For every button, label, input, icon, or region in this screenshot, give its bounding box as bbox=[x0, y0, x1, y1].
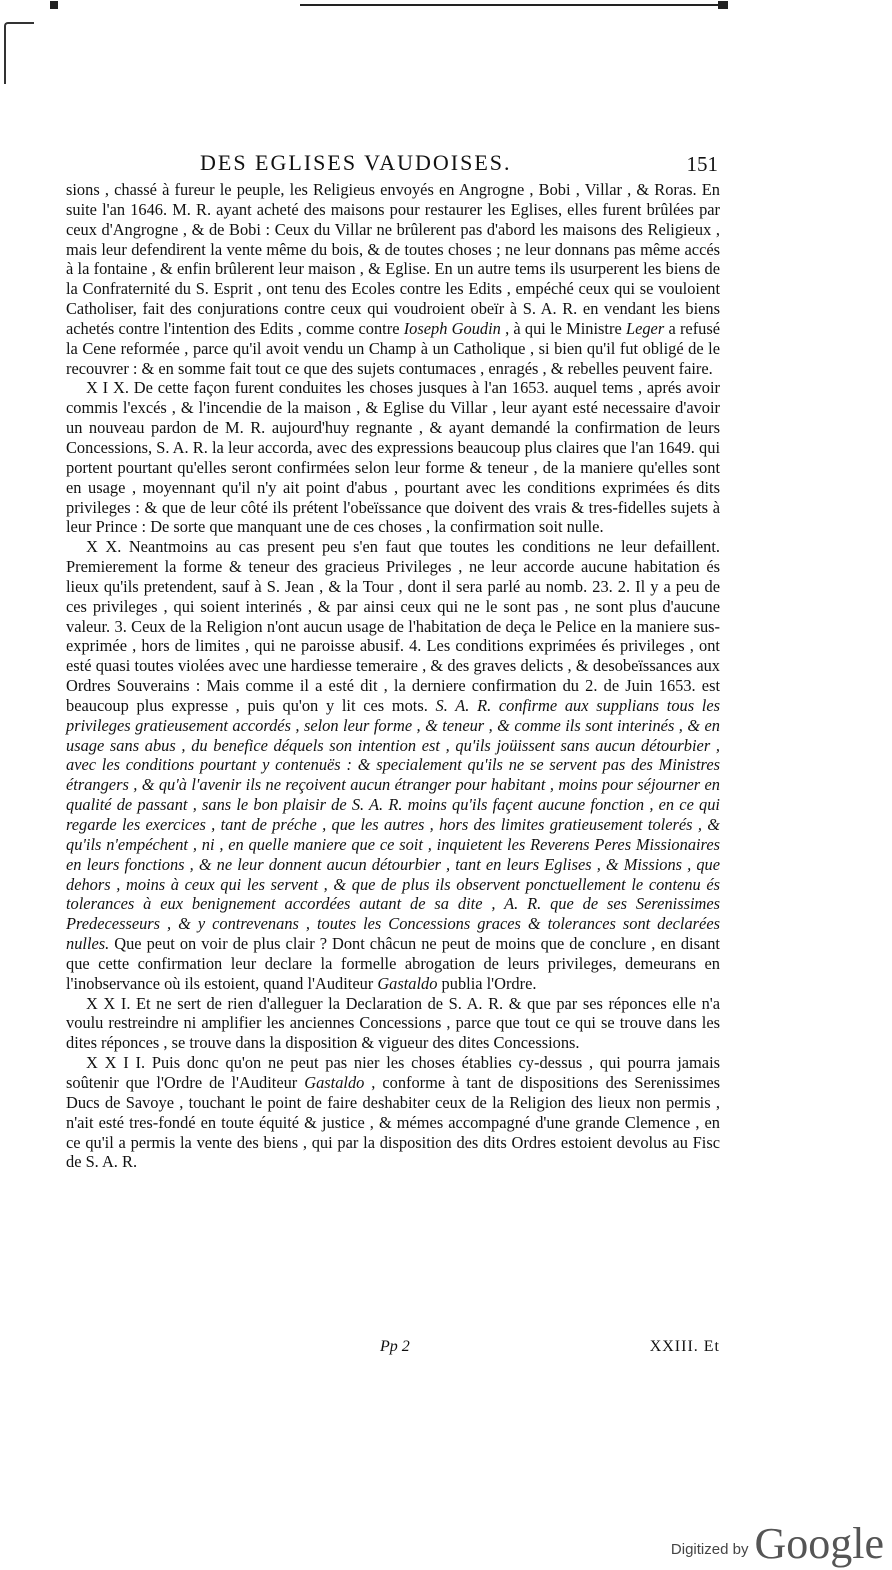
body-text bbox=[66, 180, 720, 1172]
paragraph-text: Que peut on voir de plus clair ? Dont châcun ne peut de moins que de conclure , en disant que cette confirmation leur declare la formelle abrogation de leurs privileges, demeurans en l'inobservance où ils estoient, quand l'Auditeur bbox=[66, 934, 720, 993]
paragraph-text: a refusé la Cene reformée , parce qu'il avoit vendu un Champ à un Catholique , si bien qu'il fut obligé de le recouvrer : & en somme fait tout ce que des sujets contumaces , enragés , & rebelles peuvent faire. bbox=[66, 318, 720, 378]
paragraph-text: sions , chassé à fureur le peuple, les Religieus envoyés en Angrogne , Bobi , Villar , & Roras. En suite l'an 1646. M. R. ayant acheté des maisons pour restaurer les Eglises, elles furent brûlées par ceux d'Angrogne , & de Bobi : Ceux du Villar ne brûlerent pas d'abord les maisons des Religieux , mais leur defendirent la vente même du bois, & de toutes choses ; ne leur donnans pas même accés à la fontaine , & enfin brûlerent leur maison , & Eglise. En un autre tems ils usurperent les biens de la Confraternité du S. Esprit , ont tenu des Ecoles contre les Edits , empéché ceux qui se vouloient Catholiser, fait des conjurations contre ceux qui voudroient obeïr à S. A. R. en vendant les biens achetés contre l'intention des Edits , comme contre bbox=[66, 180, 720, 338]
paragraph-text: , à qui le Ministre bbox=[500, 318, 626, 338]
italic-text: Gastaldo bbox=[377, 973, 438, 993]
paragraph-text: X X I. Et ne sert de rien d'alleguer la Declaration de S. A. R. & que par ses réponces elle n'a voulu restreindre ni amplifier les anciennes Concessions , parce que tout ce qui se trouve dans les dites réponces , se trouve dans la disposition & vigueur des dites Concessions. bbox=[66, 993, 720, 1053]
paragraph bbox=[66, 378, 720, 537]
catchword: XXIII. Et bbox=[649, 1338, 720, 1355]
google-logo: Google bbox=[754, 1519, 884, 1568]
paragraph bbox=[66, 180, 720, 378]
running-head bbox=[60, 150, 722, 178]
italic-text: Leger bbox=[625, 318, 665, 338]
page-corner-mark bbox=[4, 22, 34, 84]
italic-text: Gastaldo bbox=[304, 1072, 365, 1092]
paragraph-text: X I X. De cette façon furent conduites les choses jusques à l'an 1653. auquel tems , aprés avoir commis l'excés , & l'incendie de la maison , & Eglise du Villar , leur ayant esté necessaire d'avoir un nouveau pardon de M. R. aujourd'huy regnante , & ayant demandé la confirmation de leurs Concessions, S. A. R. la leur accorda, avec des expressions beaucoup plus claires que l'an 1649. qui portent pourtant qu'elles seront confirmées selon leur forme & teneur , de la maniere qu'elles sont en usage , moyennant qu'il n'y ait point d'abus , pourtant avec les conditions exprimées és dits privileges : & que de leur côté ils prétent l'obeïssance que doivent des vrais & tres-fidelles sujets à leur Prince : De sorte que manquant une de ces choses , la confirmation soit nulle. bbox=[66, 378, 720, 537]
scan-top-rule bbox=[300, 4, 720, 6]
italic-text: S. A. R. confirme aux supplians tous les privileges gratieusement accordés , selon leur forme , & teneur , & comme ils sont interinés , & en usage sans abus , du benefice déquels son intention est , qu'ils joüissent sans aucun détourbier , avec les conditions pourtant y contenuës : & specialement qu'ils ne se servent pas des Ministres étrangers , & qu'à l'avenir ils ne reçoivent aucun étranger pour habitant , moins pour séjourner en qualité de passant , sans le bon plaisir de S. A. R. moins qu'ils façent aucune fonction , en ce qui regarde les exercices , tant de préche , que les autres , hors des limites gratieusement tolerés , & qu'ils n'empéchent , ni , en quelle maniere que ce soit , inquietent les Reverens Peres Missionaires en leurs fonctions , & ne leur donnent aucun détourbier , tant en leurs Eglises , & Missions , que dehors , moins à ceux qui les servent , & que de plus ils observent ponctuellement le contenu és tolerances à eux benignement accordées autant de sa dite , A. R. que de ses Serenissimes Predecesseurs , & y contrevenans , toutes les Concessions graces & tolerances sont declarées nulles. bbox=[66, 695, 721, 954]
paragraph-text: X X. Neantmoins au cas present peu s'en faut que toutes les conditions ne leur defaillent. Premierement la forme & teneur des gracieus Privileges , ne leur accorde aucune habitation és lieux qu'ils pretendent, sauf à S. Jean , & la Tour , dont il sera parlé au nomb. 23. 2. Il y a peu de ces privileges , qui soient interinés , & par ainsi ceux qui ne le sont pas , ne sont plus d'aucune valeur. 3. Ceux de la Religion n'ont aucun usage de l'habitation de deça le Pelice en la maniere sus-exprimée , hors de limites , qui ne paroisse abusif. 4. Les conditions exprimées és privileges , ont esté quasi toutes violées avec une hardiesse temeraire , & des graves delicts , & desobeïssances aux Ordres Souverains : Mais comme il a esté dit , la derniere confirmation du 2. de Juin 1653. est beaucoup plus expresse , puis qu'on y lit ces mots. bbox=[66, 537, 720, 715]
paragraph-text: publia l'Ordre. bbox=[437, 973, 537, 993]
digitized-by-label: Digitized by bbox=[670, 1541, 749, 1558]
paragraph-text: , conforme à tant de dispositions des Serenissimes Ducs de Savoye , touchant le point de faire deshabiter ceux de la Religion des lieux non permis , n'ait esté tres-fondé en toute équité & justice , & mémes accompagné d'une grande Clemence , en ce qu'il a permis la vente des biens , qui par la disposition des dits Ordres estoient devolus au Fisc de S. A. R. bbox=[66, 1072, 720, 1172]
page-number: 151 bbox=[686, 152, 718, 176]
running-title: DES EGLISES VAUDOISES. bbox=[200, 150, 512, 175]
italic-text: Ioseph Goudin bbox=[403, 318, 501, 338]
page-footer bbox=[60, 1338, 722, 1362]
paragraph-text: X X I I. Puis donc qu'on ne peut pas nier les choses établies cy-dessus , qui pourra jamais soûtenir que l'Ordre de l'Auditeur bbox=[66, 1053, 720, 1092]
paragraph bbox=[66, 537, 720, 993]
paragraph bbox=[66, 994, 720, 1054]
paragraph bbox=[66, 1053, 720, 1172]
digitization-watermark bbox=[671, 1516, 884, 1566]
signature-mark: Pp 2 bbox=[380, 1338, 410, 1355]
